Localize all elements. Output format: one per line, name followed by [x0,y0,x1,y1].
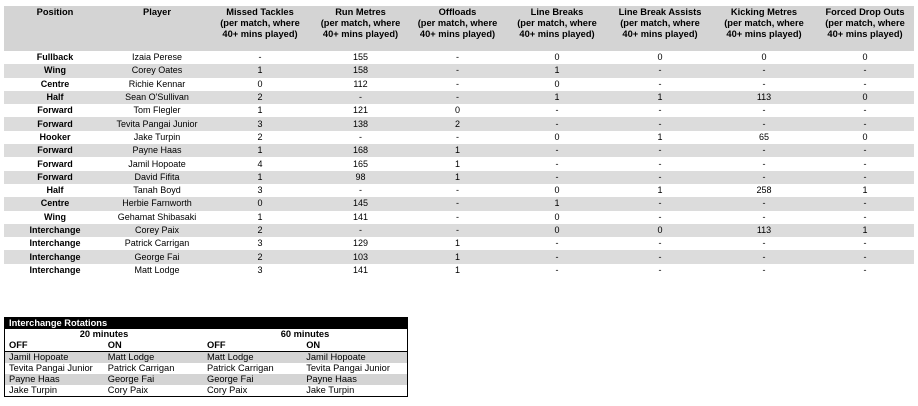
stat-cell: - [712,64,816,77]
stat-cell: - [658,158,662,169]
stat-cell: - [762,238,766,249]
rotation-row [5,363,408,374]
player-cell: Tom Flegler [133,105,181,116]
rotation-player-cell: Patrick Carrigan [206,363,274,373]
stat-cell: - [555,105,559,116]
stat-cell: 3 [257,238,263,249]
table-row [4,224,914,237]
stat-cell: - [409,64,506,77]
col-header-player: Player [106,6,208,51]
position-cell: Forward [4,171,106,184]
stat-cell: 0 [554,211,560,222]
stat-cell: - [712,197,816,210]
stat-cell: - [608,64,712,77]
player-cell: Jake Turpin [133,131,181,142]
stat-cell: - [456,131,459,142]
stat-cell: 103 [312,250,409,263]
stat-cell: 155 [352,52,369,63]
stat-cell: 65 [758,131,769,142]
stats-header-row [4,6,914,51]
position-cell: Interchange [4,224,106,237]
stat-cell: 2 [409,117,506,130]
table-row [4,211,914,224]
rotation-player-cell: Jake Turpin [306,385,355,395]
stat-cell: 2 [208,91,312,104]
stat-cell: 0 [862,52,868,63]
table-row [4,91,914,104]
position-cell: Forward [37,105,73,116]
player-cell: Gehamat Shibasaki [117,211,197,222]
stat-cell: 158 [312,64,409,77]
player-cell: Corey Paix [106,224,208,237]
stat-cell: - [608,117,712,130]
stat-cell: - [816,117,914,130]
stat-cell: 4 [257,158,263,169]
rotation-player-cell: Matt Lodge [104,352,203,364]
stat-cell: - [863,238,867,249]
stat-cell: - [359,131,362,142]
stat-cell: 2 [208,250,312,263]
table-row [4,78,914,91]
col-header-position: Position [4,6,106,51]
col-header-missed-tackles: Missed Tackles (per match, where 40+ mins played) [208,6,312,51]
rotation-player-cell: Jake Turpin [9,385,58,395]
table-row [4,197,914,210]
table-row [4,264,914,277]
rotation-row [5,374,408,385]
player-cell: Payne Haas [106,144,208,157]
stat-cell: 0 [608,224,712,237]
rotation-player-cell: Cory Paix [206,385,248,395]
stat-cell: - [312,91,409,104]
stat-cell: 3 [208,117,312,130]
table-row [4,157,914,170]
col-header-kicking-metres: Kicking Metres (per match, where 40+ mins played) [712,6,816,51]
table-row [4,117,914,130]
player-cell: Herbie Farnworth [106,197,208,210]
stat-cell: 1 [506,64,608,77]
stat-cell: - [409,224,506,237]
stat-cell: 0 [506,224,608,237]
position-cell: Centre [4,197,106,210]
period-20-minutes: 20 minutes [5,329,203,340]
stat-cell: 2 [208,224,312,237]
rotation-player-cell: Jamil Hopoate [5,352,104,364]
rotation-row [5,385,408,397]
player-stats-table [4,6,914,277]
position-cell: Forward [4,144,106,157]
stat-cell: - [506,117,608,130]
stat-cell: 0 [862,131,868,142]
stat-cell: 98 [312,171,409,184]
stat-cell: 1 [862,185,868,196]
stat-cell: 1 [657,185,663,196]
player-cell: Sean O'Sullivan [106,91,208,104]
stat-cell: 1 [257,211,263,222]
stat-cell: 1 [409,171,506,184]
col-header-line-breaks: Line Breaks (per match, where 40+ mins played) [506,6,608,51]
player-cell: Tanah Boyd [133,185,181,196]
stat-cell: - [608,197,712,210]
rotation-player-cell: George Fai [203,374,302,385]
stat-cell: - [712,144,816,157]
stat-cell: - [658,78,662,89]
stat-cell: 1 [208,171,312,184]
stat-cell: - [816,197,914,210]
stat-cell: 0 [554,78,560,89]
stat-cell: - [555,264,559,275]
stat-cell: - [658,238,662,249]
rotations-title-row [5,318,408,330]
stat-cell: 1 [506,197,608,210]
stat-cell: 1 [208,64,312,77]
player-cell: Richie Kennar [128,78,186,89]
stat-cell: 141 [352,264,369,275]
stat-cell: 1 [816,224,914,237]
stat-cell: 1 [208,144,312,157]
table-row [4,237,914,250]
stat-cell: 3 [257,185,263,196]
col-header-run-metres: Run Metres (per match, where 40+ mins played) [312,6,409,51]
stat-cell: - [456,185,459,196]
stat-cell: 1 [257,105,263,116]
stat-cell: - [506,171,608,184]
stat-cell: - [409,197,506,210]
rotation-player-cell: Matt Lodge [203,352,302,364]
stat-cell: 1 [454,158,460,169]
stat-cell: - [506,144,608,157]
stat-cell: 145 [312,197,409,210]
player-cell: Tevita Pangai Junior [106,117,208,130]
stat-cell: 168 [312,144,409,157]
player-cell: George Fai [106,250,208,263]
stat-cell: - [658,211,662,222]
table-row [4,144,914,157]
stat-cell: - [409,91,506,104]
stats-body [4,51,914,277]
stat-cell: 129 [352,238,369,249]
player-cell: Corey Oates [106,64,208,77]
stat-cell: - [456,52,459,63]
stat-cell: - [863,105,867,116]
stat-cell: - [863,78,867,89]
position-cell: Forward [4,117,106,130]
position-cell: Wing [4,64,106,77]
position-cell: Half [46,185,64,196]
player-cell: Patrick Carrigan [124,238,190,249]
position-cell: Interchange [29,238,81,249]
rotation-row [5,352,408,364]
rotation-player-cell: Patrick Carrigan [107,363,175,373]
stat-cell: - [712,171,816,184]
position-cell: Wing [44,211,66,222]
stat-cell: 2 [257,131,263,142]
stat-cell: - [312,224,409,237]
table-row [4,51,914,64]
rotations-title: Interchange Rotations [5,318,408,330]
stat-cell: 138 [312,117,409,130]
stat-cell: - [712,250,816,263]
stat-cell: 141 [352,211,369,222]
stat-cell: 112 [353,78,368,89]
stat-cell: 3 [257,264,263,275]
header-on-20: ON [104,340,203,352]
stat-cell: - [258,52,262,63]
stat-cell: 1 [454,238,460,249]
stat-cell: 258 [756,185,772,196]
stat-cell: 0 [816,91,914,104]
stat-cell: 1 [608,91,712,104]
stat-cell: - [863,158,867,169]
stat-cell: - [762,264,766,275]
col-header-line-break-assists: Line Break Assists (per match, where 40+ mins played) [608,6,712,51]
stat-cell: - [863,211,867,222]
rotations-header-row [5,340,408,352]
table-row [4,171,914,184]
col-header-offloads: Offloads (per match, where 40+ mins played) [409,6,506,51]
stat-cell: - [816,171,914,184]
stat-cell: 0 [554,52,560,63]
stat-cell: 113 [712,91,816,104]
rotation-player-cell: Payne Haas [5,374,104,385]
stat-cell: - [608,144,712,157]
rotation-player-cell: Tevita Pangai Junior [9,363,93,373]
stat-cell: 1 [409,144,506,157]
stat-cell: - [658,264,662,275]
header-off-20: OFF [5,340,104,352]
stat-cell: 0 [257,78,263,89]
stat-cell: - [816,64,914,77]
stat-cell: - [506,250,608,263]
stat-cell: - [555,238,559,249]
table-row [4,131,914,144]
stat-cell: - [456,78,459,89]
stat-cell: - [863,264,867,275]
position-cell: Centre [40,78,70,89]
stat-cell: - [712,117,816,130]
position-cell: Fullback [36,52,74,63]
rotation-player-cell: Payne Haas [302,374,407,385]
stat-cell: 0 [657,52,663,63]
table-row [4,64,914,77]
stat-cell: - [658,105,662,116]
rotations-period-row [5,329,408,340]
position-cell: Interchange [4,250,106,263]
rotation-player-cell: George Fai [104,374,203,385]
stat-cell: - [762,211,766,222]
stat-cell: - [608,171,712,184]
player-cell: Izaia Perese [131,52,183,63]
stat-cell: 113 [712,224,816,237]
stat-cell: - [359,185,362,196]
stat-cell: 0 [554,131,560,142]
stat-cell: - [456,211,459,222]
header-off-60: OFF [203,340,302,352]
position-cell: Half [4,91,106,104]
stat-cell: 1 [506,91,608,104]
stat-cell: 1 [657,131,663,142]
table-row [4,250,914,263]
position-cell: Hooker [39,131,71,142]
stat-cell: - [608,250,712,263]
player-cell: Matt Lodge [134,264,180,275]
player-cell: David Fifita [106,171,208,184]
table-row [4,184,914,197]
stat-cell: 0 [454,105,460,116]
rotation-player-cell: Jamil Hopoate [302,352,407,364]
rotation-player-cell: Cory Paix [107,385,149,395]
stat-cell: 0 [761,52,767,63]
stat-cell: 0 [554,185,560,196]
stat-cell: - [816,144,914,157]
stat-cell: 0 [208,197,312,210]
position-cell: Interchange [29,264,81,275]
stat-cell: - [762,105,766,116]
stat-cell: 165 [352,158,369,169]
period-60-minutes: 60 minutes [203,329,408,340]
stat-cell: 1 [409,250,506,263]
header-on-60: ON [302,340,407,352]
player-cell: Jamil Hopoate [128,158,186,169]
stat-cell: - [555,158,559,169]
stat-cell: 121 [352,105,369,116]
stat-cell: - [816,250,914,263]
position-cell: Forward [37,158,73,169]
stat-cell: - [762,78,766,89]
col-header-forced-drop-outs: Forced Drop Outs (per match, where 40+ mins played) [816,6,914,51]
stat-cell: - [762,158,766,169]
table-row [4,104,914,117]
rotation-player-cell: Tevita Pangai Junior [306,363,390,373]
stat-cell: 1 [454,264,460,275]
interchange-rotations-table [4,317,408,397]
